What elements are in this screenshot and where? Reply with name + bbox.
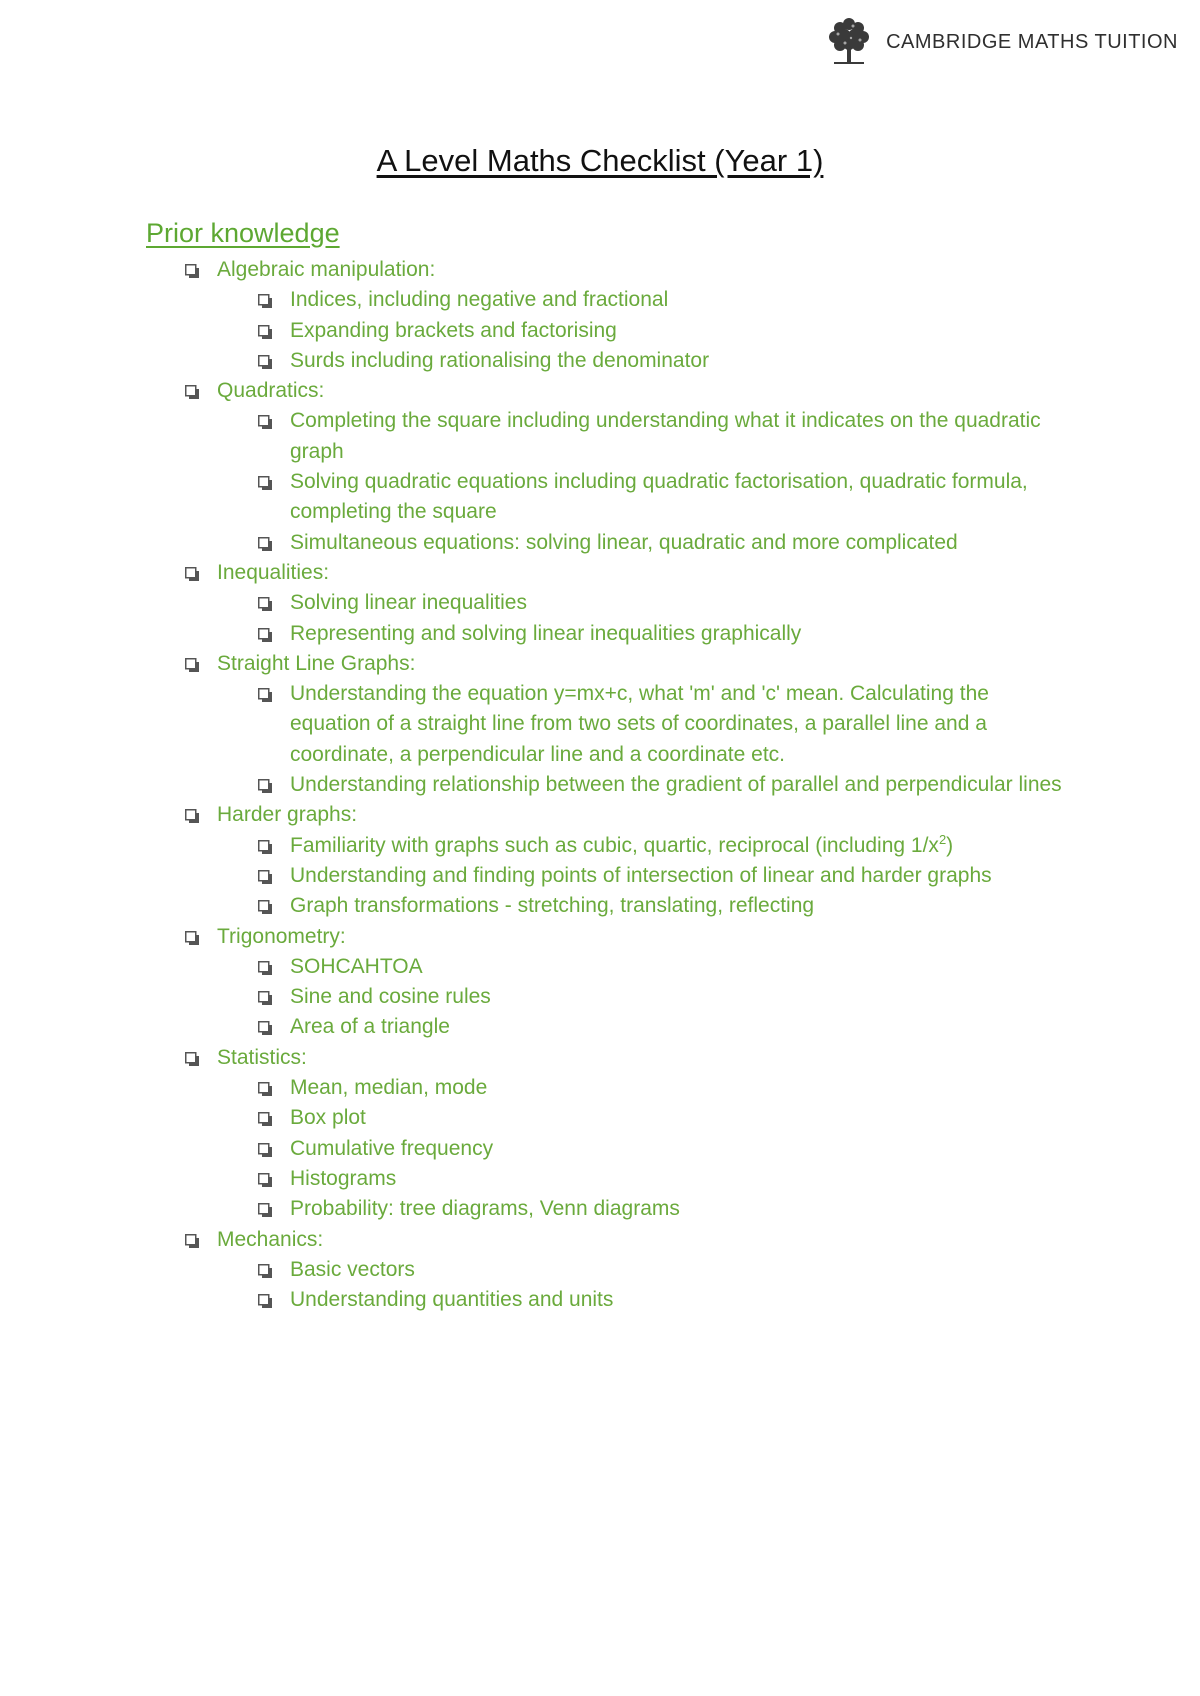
item-label: Understanding the equation y=mx+c, what 'm' and 'c' mean. Calculating the equation of a straight line from two sets of coordinates, a parallel line and a coordinate, a perpendicular line and a coordinate etc. (290, 682, 989, 766)
checkbox-icon[interactable] (258, 294, 272, 308)
checklist-item (0, 1164, 1200, 1194)
checkbox-icon[interactable] (185, 385, 199, 399)
checkbox-icon[interactable] (258, 840, 272, 854)
checkbox-icon[interactable] (258, 1112, 272, 1126)
checklist-item (0, 861, 1200, 891)
item-label: Cumulative frequency (290, 1136, 494, 1160)
item-label: Understanding and finding points of intersection of linear and harder graphs (290, 863, 992, 887)
topic-label: Trigonometry: (217, 924, 346, 948)
topic-label: Statistics: (217, 1045, 307, 1069)
checkbox-icon[interactable] (185, 931, 199, 945)
checkbox-icon[interactable] (258, 355, 272, 369)
item-label: Indices, including negative and fractional (290, 288, 669, 312)
item-label: Solving linear inequalities (290, 591, 527, 615)
topic-label: Inequalities: (217, 560, 330, 584)
item-label: Completing the square including understanding what it indicates on the quadratic graph (290, 409, 1041, 463)
checklist-item (0, 1134, 1200, 1164)
item-label: Basic vectors (290, 1257, 415, 1281)
checkbox-icon[interactable] (258, 1294, 272, 1308)
item-label: Mean, median, mode (290, 1076, 488, 1100)
checklist-item (0, 770, 1200, 800)
item-label: SOHCAHTOA (290, 954, 423, 978)
tree-logo-icon (826, 14, 872, 70)
brand-name: CAMBRIDGE MATHS TUITION (886, 30, 1178, 53)
checkbox-icon[interactable] (258, 900, 272, 914)
checklist-item (0, 346, 1200, 376)
checkbox-icon[interactable] (258, 1082, 272, 1096)
checklist-item (0, 679, 1200, 770)
checkbox-icon[interactable] (258, 1173, 272, 1187)
page-title: A Level Maths Checklist (Year 1) (376, 143, 824, 178)
item-label: Sine and cosine rules (290, 985, 491, 1009)
item-label: Graph transformations - stretching, translating, reflecting (290, 894, 815, 918)
item-label: Probability: tree diagrams, Venn diagrams (290, 1197, 680, 1221)
checkbox-icon[interactable] (185, 1234, 199, 1248)
brand-header (826, 14, 1178, 70)
checklist-item (0, 1073, 1200, 1103)
checklist-item (0, 831, 1200, 861)
checklist-topic (0, 1225, 1200, 1255)
checkbox-icon[interactable] (258, 1143, 272, 1157)
checklist-item (0, 952, 1200, 982)
checklist-item (0, 891, 1200, 921)
checkbox-icon[interactable] (258, 961, 272, 975)
checkbox-icon[interactable] (258, 1264, 272, 1278)
checkbox-icon[interactable] (258, 870, 272, 884)
checklist-item (0, 1285, 1200, 1315)
item-label: Solving quadratic equations including quadratic factorisation, quadratic formula, completing the square (290, 470, 1028, 524)
checklist-item (0, 528, 1200, 558)
checkbox-icon[interactable] (258, 1203, 272, 1217)
topic-label: Mechanics: (217, 1227, 324, 1251)
section-heading: Prior knowledge (146, 218, 340, 248)
item-label: Histograms (290, 1166, 397, 1190)
item-label: Familiarity with graphs such as cubic, quartic, reciprocal (including $1/x^2$) (290, 831, 954, 857)
checkbox-icon[interactable] (258, 537, 272, 551)
checklist-topic (0, 922, 1200, 952)
checklist-topic (0, 649, 1200, 679)
checklist-item (0, 316, 1200, 346)
checkbox-icon[interactable] (185, 1052, 199, 1066)
checklist-item (0, 467, 1200, 528)
checklist-topic (0, 376, 1200, 406)
item-label: Surds including rationalising the denominator (290, 348, 710, 372)
checkbox-icon[interactable] (258, 991, 272, 1005)
checklist-item (0, 285, 1200, 315)
checkbox-icon[interactable] (185, 809, 199, 823)
item-label: Area of a triangle (290, 1015, 450, 1039)
item-label: Expanding brackets and factorising (290, 318, 617, 342)
checklist-topic (0, 558, 1200, 588)
item-label: Representing and solving linear inequalities graphically (290, 621, 802, 645)
checklist-item (0, 619, 1200, 649)
checkbox-icon[interactable] (258, 476, 272, 490)
checklist (0, 255, 1200, 1315)
topic-label: Quadratics: (217, 379, 325, 403)
checkbox-icon[interactable] (185, 658, 199, 672)
checkbox-icon[interactable] (258, 1021, 272, 1035)
checklist-topic (0, 255, 1200, 285)
checkbox-icon[interactable] (258, 597, 272, 611)
item-label: Understanding relationship between the gradient of parallel and perpendicular lines (290, 773, 1062, 797)
checklist-item (0, 1194, 1200, 1224)
checklist-item (0, 588, 1200, 618)
item-label: Box plot (290, 1106, 366, 1130)
topic-label: Straight Line Graphs: (217, 651, 416, 675)
checkbox-icon[interactable] (185, 264, 199, 278)
item-label: Simultaneous equations: solving linear, quadratic and more complicated (290, 530, 958, 554)
checklist-item (0, 1012, 1200, 1042)
checkbox-icon[interactable] (258, 779, 272, 793)
checklist-item (0, 1103, 1200, 1133)
checklist-item (0, 1255, 1200, 1285)
checkbox-icon[interactable] (258, 688, 272, 702)
item-label: Understanding quantities and units (290, 1288, 614, 1312)
topic-label: Harder graphs: (217, 803, 358, 827)
checkbox-icon[interactable] (185, 567, 199, 581)
checkbox-icon[interactable] (258, 628, 272, 642)
checklist-item (0, 406, 1200, 467)
checklist-topic (0, 1043, 1200, 1073)
checkbox-icon[interactable] (258, 325, 272, 339)
checklist-item (0, 982, 1200, 1012)
checklist-topic (0, 800, 1200, 830)
checkbox-icon[interactable] (258, 415, 272, 429)
topic-label: Algebraic manipulation: (217, 258, 436, 281)
